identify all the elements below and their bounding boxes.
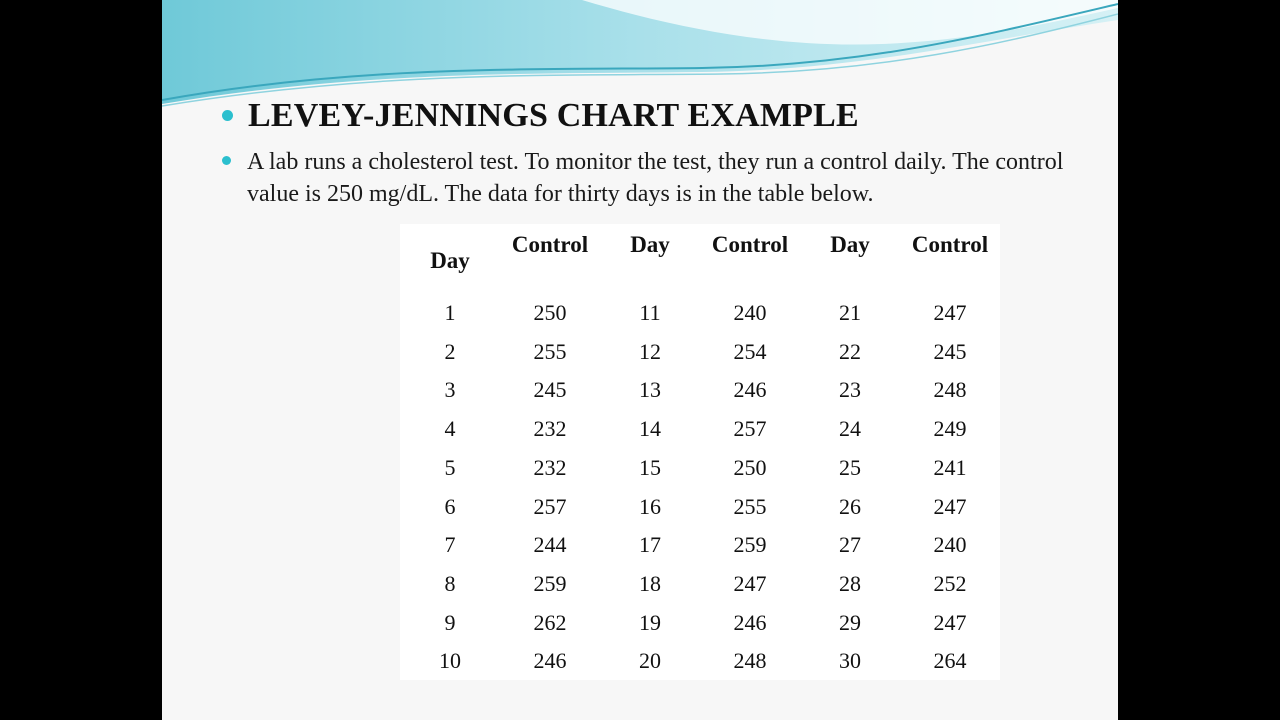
table-cell: 13 xyxy=(639,377,661,403)
table-header: Day xyxy=(830,232,870,257)
table-cell: 247 xyxy=(933,609,967,635)
table-cell: 23 xyxy=(839,377,861,403)
table-cell: 240 xyxy=(933,532,967,558)
title-row xyxy=(222,96,859,136)
table-cell: 22 xyxy=(839,338,861,364)
table-cell: 26 xyxy=(839,493,861,519)
table-cell: 250 xyxy=(533,300,567,325)
table-cell: 21 xyxy=(839,300,861,325)
table-cell: 264 xyxy=(933,648,967,674)
table-cell: 249 xyxy=(933,416,967,442)
table-cell: 259 xyxy=(733,532,767,558)
body-text: A lab runs a cholesterol test. To monitor the test, they run a control daily. The control value is 250 mg/dL. The data for thirty days is in the table below. xyxy=(247,149,1064,207)
table-cell: 3 xyxy=(444,377,456,403)
table-cell: 252 xyxy=(933,570,967,596)
table-cell: 244 xyxy=(533,532,567,558)
table-cell: 232 xyxy=(533,416,567,442)
bullet-icon xyxy=(222,156,231,165)
table-cell: 254 xyxy=(733,338,767,364)
table-cell: 19 xyxy=(639,609,661,635)
table-cell: 25 xyxy=(839,454,861,480)
table-header: Day xyxy=(430,248,470,273)
table-cell: 28 xyxy=(839,570,861,596)
table-cell: 29 xyxy=(839,609,861,635)
table-cell: 232 xyxy=(533,454,567,480)
table-cell: 24 xyxy=(839,416,861,442)
wave-decoration xyxy=(162,0,1118,110)
slide xyxy=(162,0,1118,720)
table-cell: 7 xyxy=(444,532,456,558)
table-cell: 27 xyxy=(839,532,861,558)
table-cell: 247 xyxy=(733,570,767,596)
table-cell: 247 xyxy=(933,493,967,519)
table-cell: 17 xyxy=(639,532,661,558)
table-cell: 1 xyxy=(444,300,456,325)
data-table xyxy=(400,224,1000,680)
table-cell: 246 xyxy=(733,609,767,635)
body-row xyxy=(222,146,1102,210)
table-cell: 247 xyxy=(933,300,967,325)
table-cell: 259 xyxy=(533,570,567,596)
table-cell: 245 xyxy=(533,377,567,403)
table-cell: 10 xyxy=(439,648,461,674)
table-header: Control xyxy=(911,232,989,257)
table-cell: 5 xyxy=(444,454,456,480)
table-cell: 12 xyxy=(639,338,661,364)
table-cell: 257 xyxy=(733,416,767,442)
table-cell: 2 xyxy=(444,338,456,364)
table-cell: 245 xyxy=(933,338,967,364)
bullet-icon xyxy=(222,110,233,121)
table-cell: 246 xyxy=(733,377,767,403)
table-cell: 9 xyxy=(444,609,456,635)
table-cell: 250 xyxy=(733,454,767,480)
table-cell: 4 xyxy=(444,416,456,442)
table-cell: 16 xyxy=(639,493,661,519)
table-header: Control xyxy=(711,232,789,257)
table-cell: 241 xyxy=(933,454,967,480)
table-cell: 255 xyxy=(533,338,567,364)
table-cell: 8 xyxy=(444,570,456,596)
table-cell: 30 xyxy=(839,648,861,674)
table-header: Day xyxy=(630,232,670,257)
table-cell: 240 xyxy=(733,300,767,325)
table-cell: 248 xyxy=(933,377,967,403)
table-cell: 262 xyxy=(533,609,567,635)
table-cell: 257 xyxy=(533,493,567,519)
table-cell: 14 xyxy=(639,416,661,442)
table-cell: 15 xyxy=(639,454,661,480)
table-cell: 6 xyxy=(444,493,456,519)
table-header: Control xyxy=(511,232,589,257)
table-cell: 11 xyxy=(639,300,661,325)
table-cell: 246 xyxy=(533,648,567,674)
table-cell: 255 xyxy=(733,493,767,519)
slide-title: LEVEY-JENNINGS CHART EXAMPLE xyxy=(248,97,859,134)
table-cell: 20 xyxy=(639,648,661,674)
table-cell: 18 xyxy=(639,570,661,596)
table-cell: 248 xyxy=(733,648,767,674)
